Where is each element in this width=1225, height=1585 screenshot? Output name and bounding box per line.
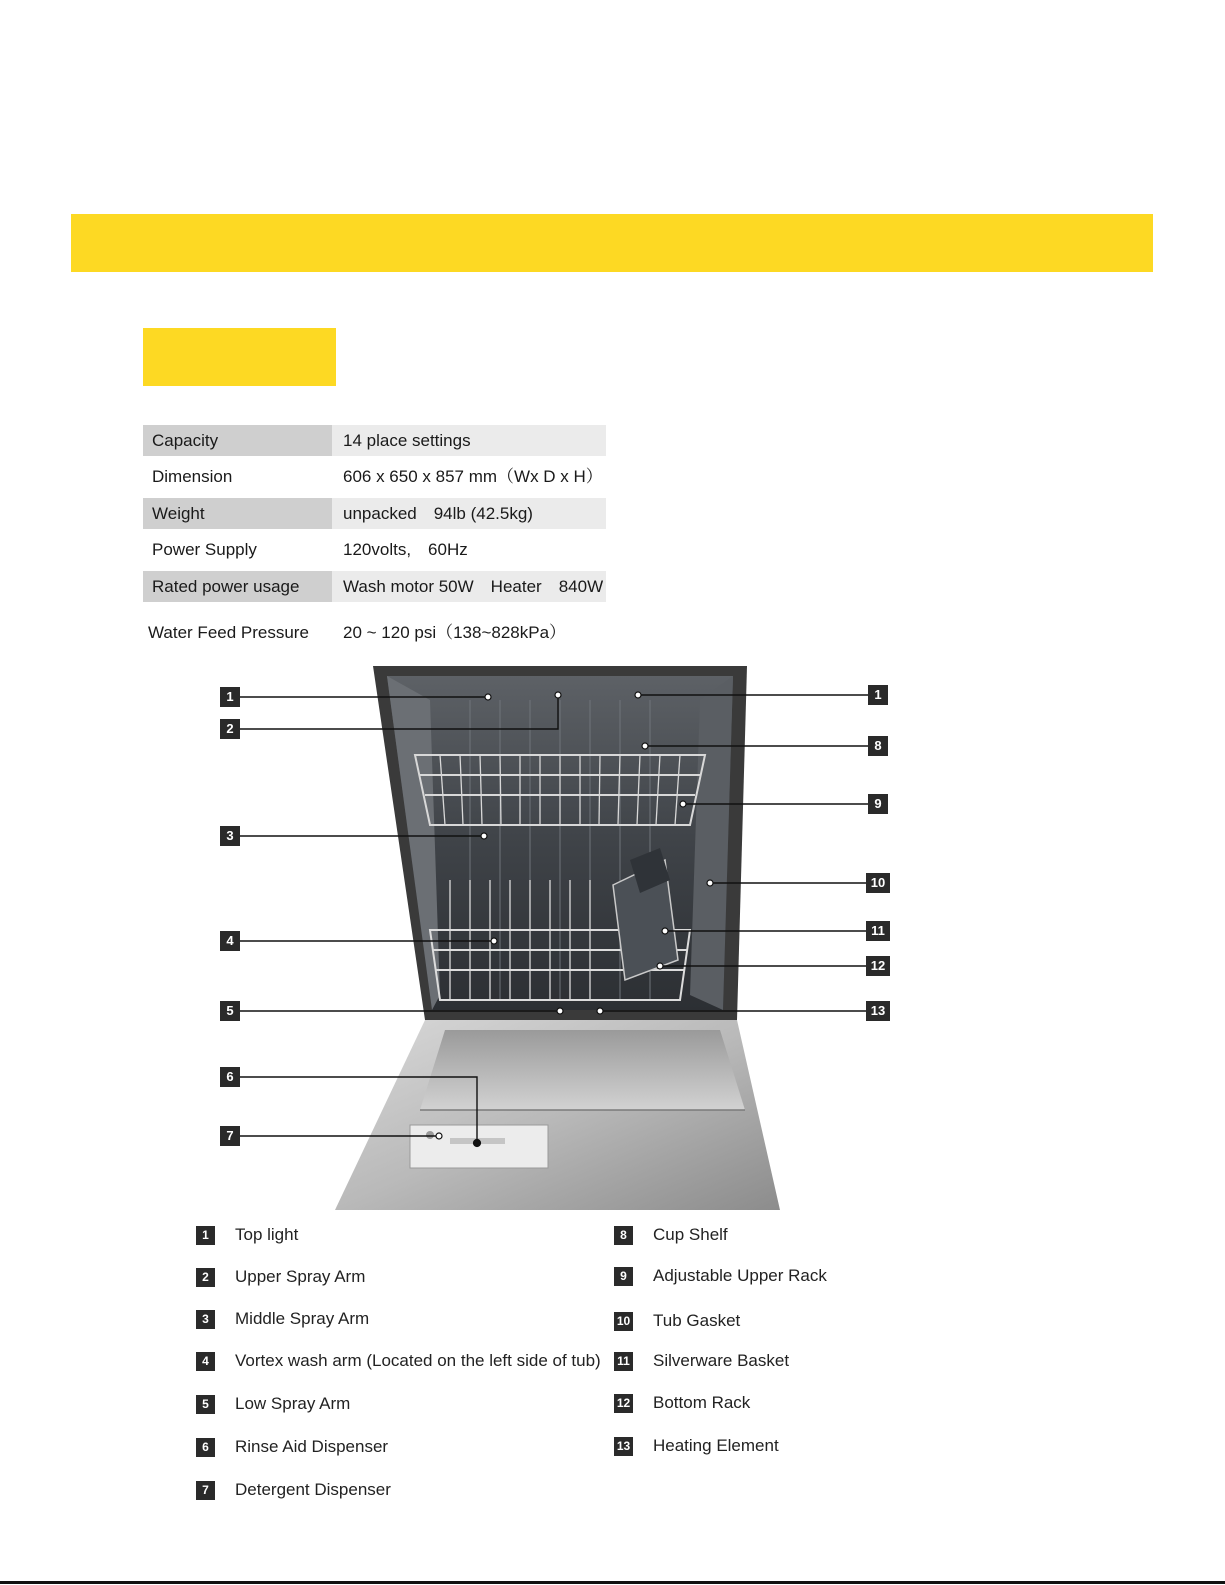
legend-label: Vortex wash arm (Located on the left side of tub) [235, 1351, 601, 1370]
legend-label: Adjustable Upper Rack [653, 1266, 827, 1285]
spec-row-capacity [143, 425, 606, 456]
spec-value: Wash motor 50W Heater 840W [332, 571, 606, 602]
lower-rack [430, 880, 690, 1000]
spec-label: Weight [143, 498, 332, 529]
callout-marker: 11 [866, 921, 890, 941]
legend-number: 3 [196, 1310, 215, 1329]
legend-number: 12 [614, 1394, 633, 1413]
spec-value: 14 place settings [332, 425, 606, 456]
spec-row-power-supply [143, 534, 606, 565]
legend-number: 4 [196, 1352, 215, 1371]
leader-lines [240, 695, 868, 1143]
legend-number: 13 [614, 1437, 633, 1456]
callout-marker: 12 [866, 956, 890, 976]
legend-label: Upper Spray Arm [235, 1267, 366, 1286]
legend-label: Heating Element [653, 1436, 779, 1455]
legend-number: 2 [196, 1268, 215, 1287]
callout-marker: 3 [220, 826, 240, 846]
spec-row-water-pressure [143, 617, 606, 648]
callout-marker: 5 [220, 1001, 240, 1021]
legend-label: Middle Spray Arm [235, 1309, 370, 1328]
legend-number: 1 [196, 1226, 215, 1245]
dishwasher-door [335, 1020, 780, 1210]
detergent-dispenser [410, 1125, 548, 1168]
legend-label: Rinse Aid Dispenser [235, 1437, 389, 1456]
legend-number: 6 [196, 1438, 215, 1457]
callout-marker: 2 [220, 719, 240, 739]
callout-marker: 4 [220, 931, 240, 951]
upper-rack [415, 755, 705, 825]
legend-label: Top light [235, 1225, 299, 1244]
legend-label: Cup Shelf [653, 1225, 728, 1244]
footer-rule [0, 1581, 1225, 1584]
callout-marker: 6 [220, 1067, 240, 1087]
spec-value: unpacked 94lb (42.5kg) [332, 498, 606, 529]
subsection-header-bar [143, 328, 336, 386]
dishwasher-body [373, 666, 747, 1020]
callout-marker: 1 [220, 687, 240, 707]
spec-row-weight [143, 498, 606, 529]
callout-marker: 13 [866, 1001, 890, 1021]
spec-value: 20 ~ 120 psi（138~828kPa） [343, 623, 567, 642]
legend-label: Low Spray Arm [235, 1394, 351, 1413]
callout-marker: 9 [868, 794, 888, 814]
spec-row-dimension [143, 461, 606, 492]
callout-marker: 1 [868, 685, 888, 705]
legend-label: Tub Gasket [653, 1311, 741, 1330]
legend-number: 10 [614, 1312, 633, 1331]
section-header-bar [71, 214, 1153, 272]
legend-number: 5 [196, 1395, 215, 1414]
legend-number: 11 [614, 1352, 633, 1371]
spec-value: 606 x 650 x 857 mm（Wx D x H） [343, 467, 603, 486]
spec-value: 120volts, 60Hz [343, 540, 468, 559]
spec-label: Power Supply [152, 540, 257, 559]
callout-marker: 7 [220, 1126, 240, 1146]
silverware-basket [613, 848, 678, 980]
spec-row-rated-power [143, 571, 606, 602]
legend-label: Bottom Rack [653, 1393, 751, 1412]
legend-number: 9 [614, 1267, 633, 1286]
callout-marker: 8 [868, 736, 888, 756]
legend-number: 8 [614, 1226, 633, 1245]
leader-dots [436, 692, 713, 1147]
spec-label: Capacity [143, 425, 332, 456]
legend-label: Detergent Dispenser [235, 1480, 391, 1499]
callout-marker: 10 [866, 873, 890, 893]
spec-label: Dimension [152, 467, 233, 486]
spec-label: Water Feed Pressure [148, 623, 309, 642]
spec-label: Rated power usage [143, 571, 332, 602]
legend-number: 7 [196, 1481, 215, 1500]
legend-label: Silverware Basket [653, 1351, 790, 1370]
